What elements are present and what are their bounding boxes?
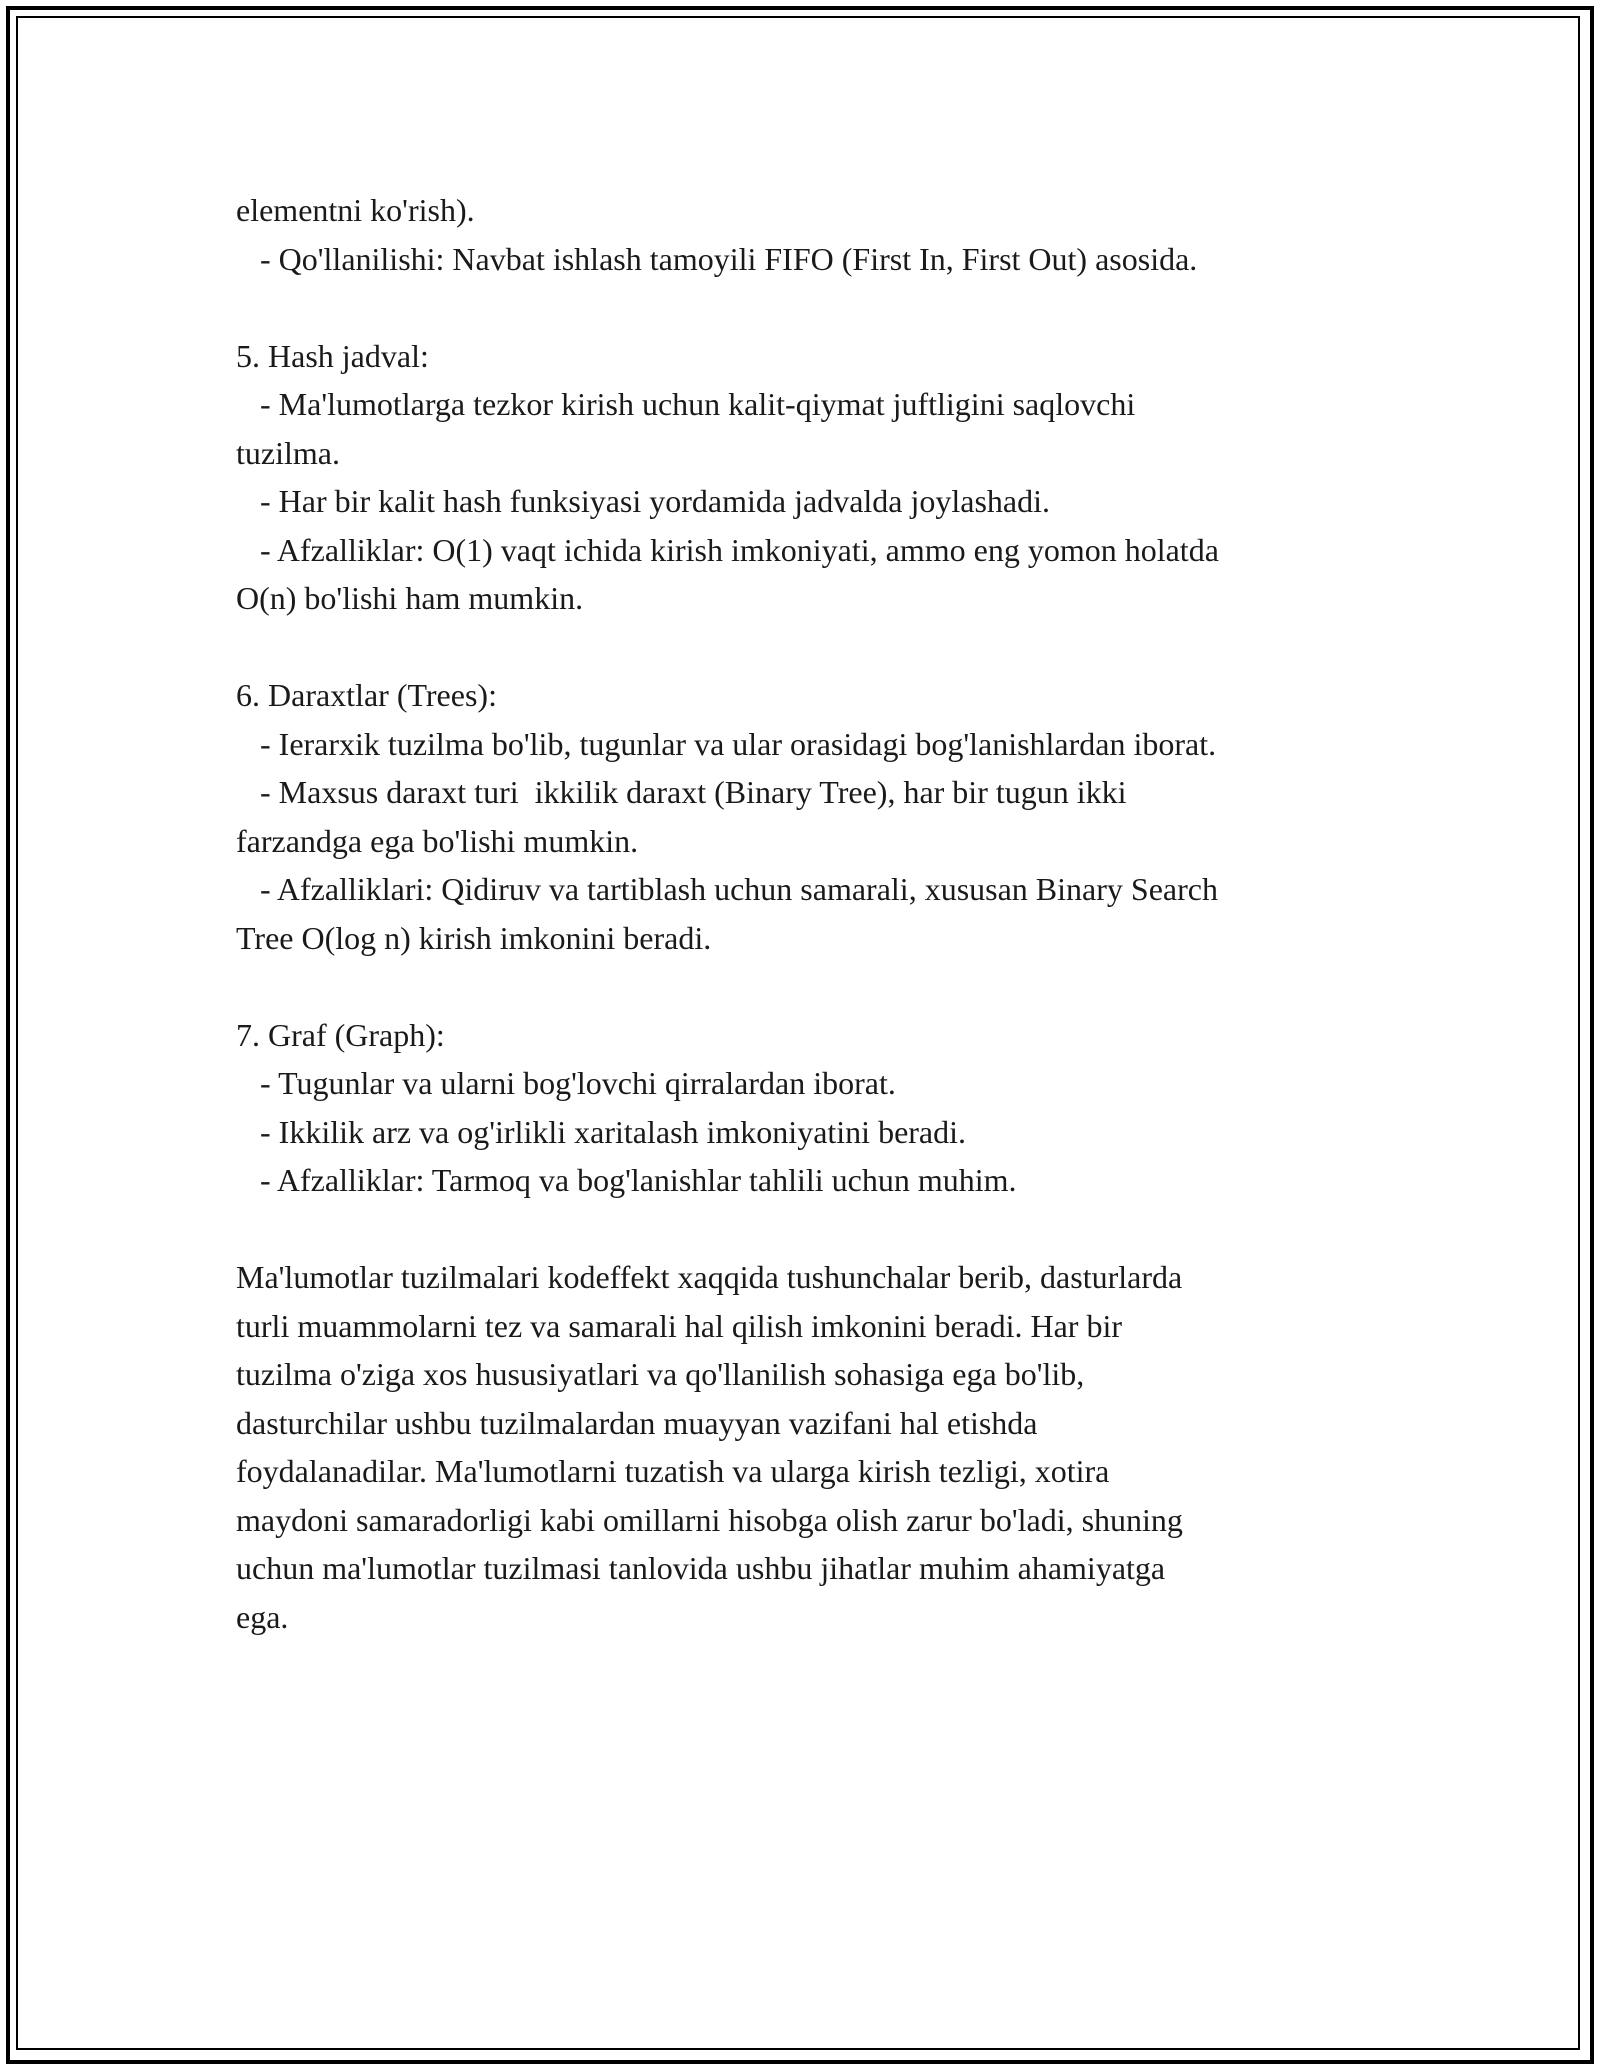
paragraph-line: turli muammolarni tez va samarali hal qilish imkonini beradi. Har bir: [236, 1307, 1122, 1344]
text-line: - Ierarxik tuzilma bo'lib, tugunlar va ular orasidagi bog'lanishlardan iborat.: [236, 725, 1217, 762]
paragraph-line: foydalanadilar. Ma'lumotlarni tuzatish va ularga kirish tezligi, xotira: [236, 1453, 1110, 1489]
text-line: farzandga ega bo'lishi mumkin.: [236, 822, 639, 859]
paragraph-line: tuzilma o'ziga xos hususiyatlari va qo'llanilish sohasiga ega bo'lib,: [236, 1356, 1085, 1392]
text-line: - Tugunlar va ularni bog'lovchi qirralardan iborat.: [236, 1065, 896, 1101]
blank-line: [236, 623, 1376, 672]
section-heading: 6. Daraxtlar (Trees):: [236, 677, 497, 713]
text-line: - Maxsus daraxt turi ikkilik daraxt (Binary Tree), har bir tugun ikki: [236, 774, 1127, 810]
text-line: - Afzalliklar: O(1) vaqt ichida kirish imkoniyati, ammo eng yomon holatda: [236, 531, 1219, 568]
text-line: - Ma'lumotlarga tezkor kirish uchun kalit-qiymat juftligini saqlovchi: [236, 386, 1136, 422]
section-heading: 5. Hash jadval:: [236, 337, 429, 374]
text-line: - Afzalliklar: Tarmoq va bog'lanishlar tahlili uchun muhim.: [236, 1162, 1017, 1198]
text-line: - Har bir kalit hash funksiyasi yordamida jadvalda joylashadi.: [236, 483, 1051, 519]
text-line: tuzilma.: [236, 434, 340, 471]
blank-line: [236, 283, 1376, 332]
paragraph-line: maydoni samaradorligi kabi omillarni hisobga olish zarur bo'ladi, shuning: [236, 1501, 1183, 1538]
text-line: - Qo'llanilishi: Navbat ishlash tamoyili FIFO (First In, First Out) asosida.: [236, 240, 1198, 277]
paragraph-line: dasturchilar ushbu tuzilmalardan muayyan vazifani hal etishda: [236, 1404, 1038, 1441]
text-line: - Afzalliklari: Qidiruv va tartiblash uchun samarali, xususan Binary Search: [236, 871, 1218, 907]
paragraph-line: ega.: [236, 1598, 289, 1635]
blank-line: [236, 1205, 1376, 1254]
paragraph-line: uchun ma'lumotlar tuzilmasi tanlovida ushbu jihatlar muhim ahamiyatga: [236, 1550, 1166, 1586]
text-line: Tree O(log n) kirish imkonini beradi.: [236, 919, 712, 956]
text-line: elementni ko'rish).: [236, 192, 475, 228]
blank-line: [236, 962, 1376, 1011]
text-line: O(n) bo'lishi ham mumkin.: [236, 580, 584, 616]
paragraph-line: Ma'lumotlar tuzilmalari kodeffekt xaqqida tushunchalar berib, dasturlarda: [236, 1259, 1183, 1295]
section-heading: 7. Graf (Graph):: [236, 1016, 445, 1053]
document-body: [236, 186, 1376, 1641]
text-line: - Ikkilik arz va og'irlikli xaritalash imkoniyatini beradi.: [236, 1113, 967, 1150]
